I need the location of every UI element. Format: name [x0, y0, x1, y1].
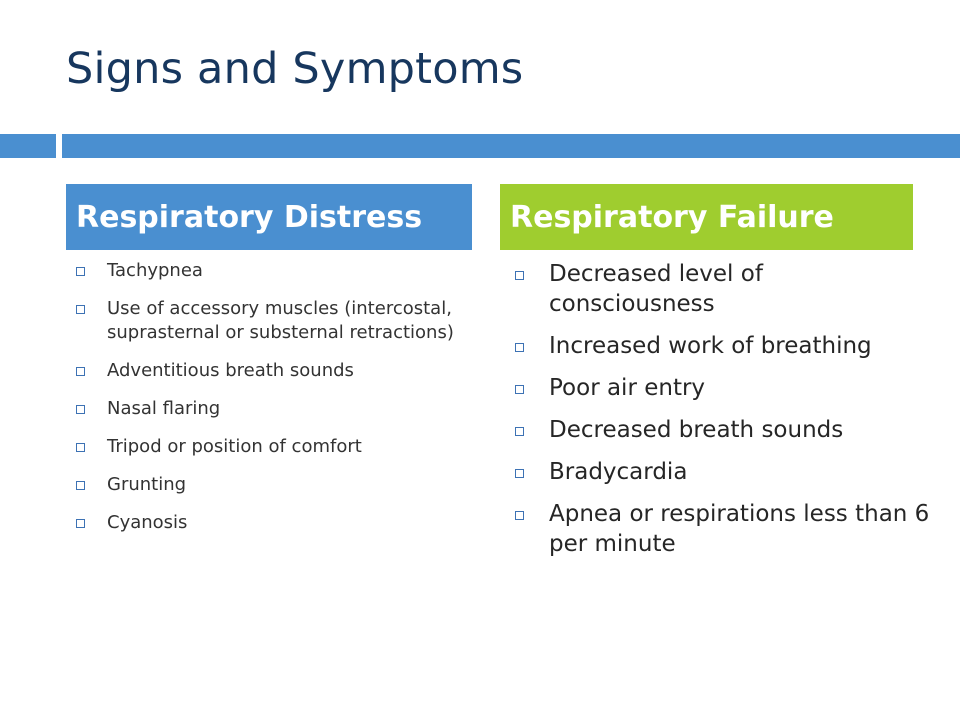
list-item [515, 331, 935, 361]
list-item-text: Apnea or respirations less than 6 per minute [549, 501, 930, 557]
list-item-text: Bradycardia [549, 459, 688, 485]
list-item-text: Decreased level of consciousness [549, 261, 763, 317]
list-item [76, 473, 456, 497]
accent-bar-right [62, 134, 960, 158]
list-item [515, 373, 935, 403]
square-bullet-icon [76, 519, 85, 528]
list-item-text: Use of accessory muscles (intercostal, suprasternal or substernal retractions) [107, 298, 454, 343]
list-item [515, 457, 935, 487]
square-bullet-icon [515, 385, 524, 394]
list-item [515, 259, 935, 319]
list-item-text: Adventitious breath sounds [107, 360, 354, 381]
list-item [76, 511, 456, 535]
list-item-text: Cyanosis [107, 512, 188, 533]
respiratory-failure-header: Respiratory Failure [500, 184, 913, 250]
respiratory-distress-header: Respiratory Distress [66, 184, 472, 250]
square-bullet-icon [515, 427, 524, 436]
list-item [76, 397, 456, 421]
square-bullet-icon [76, 267, 85, 276]
list-item [515, 415, 935, 445]
list-item-text: Nasal flaring [107, 398, 221, 419]
list-item-text: Tripod or position of comfort [107, 436, 362, 457]
list-item [76, 259, 456, 283]
square-bullet-icon [76, 443, 85, 452]
accent-bar-left [0, 134, 56, 158]
respiratory-failure-list [515, 259, 935, 571]
square-bullet-icon [76, 405, 85, 414]
square-bullet-icon [515, 469, 524, 478]
list-item-text: Decreased breath sounds [549, 417, 844, 443]
list-item-text: Increased work of breathing [549, 333, 872, 359]
list-item-text: Grunting [107, 474, 187, 495]
square-bullet-icon [515, 511, 524, 520]
list-item [76, 359, 456, 383]
square-bullet-icon [515, 343, 524, 352]
list-item-text: Tachypnea [107, 260, 203, 281]
page-title: Signs and Symptoms [66, 44, 524, 94]
list-item [76, 297, 456, 345]
square-bullet-icon [76, 481, 85, 490]
list-item-text: Poor air entry [549, 375, 706, 401]
square-bullet-icon [515, 271, 524, 280]
respiratory-distress-list [76, 259, 456, 549]
list-item [515, 499, 935, 559]
list-item [76, 435, 456, 459]
square-bullet-icon [76, 305, 85, 314]
square-bullet-icon [76, 367, 85, 376]
